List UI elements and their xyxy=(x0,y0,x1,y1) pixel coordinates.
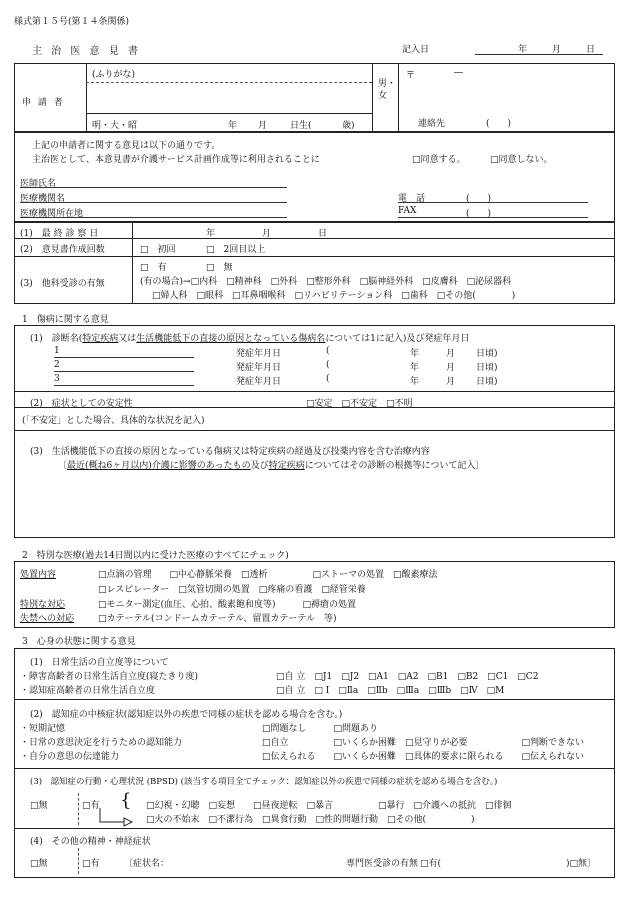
birth-day: 日生( xyxy=(290,121,312,131)
onset-label: 発症年月日 xyxy=(236,349,282,359)
section-2-title: 2 特別な医療(過去14日間以内に受けた医療のすべてにチェック) xyxy=(22,551,289,561)
course-heading-2: 〔最近(概ね6ヶ月以内)介護に影響のあったもの及び特定疾病についてはその診断の根拠等について記入〕 xyxy=(58,461,485,471)
onset-day: 日頃) xyxy=(476,363,498,373)
dementia-label: ・認知症高齢者の日常生活自立度 xyxy=(20,686,156,696)
onset-open-paren: ( xyxy=(326,374,330,384)
other-dept-list-1[interactable]: (有の場合)→□内科 □精神科 □外科 □整形外科 □脳神経外科 □皮膚科 □泌尿器科 xyxy=(140,277,512,287)
decision-options[interactable]: □自立 □いくらか困難 □見守りが必要 □判断できない xyxy=(262,738,585,748)
other-dept-label: (3) 他科受診の有無 xyxy=(20,279,105,289)
creation-second[interactable]: □ 2回目以上 xyxy=(206,245,266,255)
last-exam-year: 年 xyxy=(206,229,216,239)
disability-label: ・障害高齢者の日常生活自立度(寝たきり度) xyxy=(20,672,199,682)
course-heading-1: (3) 生活機能低下の直接の原因となっている傷病又は特定疾病の経過及び投薬内容を含む治療内容 xyxy=(30,447,430,457)
incontinence-label: 失禁への対応 xyxy=(20,614,75,624)
section-1-title: 1 傷病に関する意見 xyxy=(22,315,109,325)
bpsd-title: (3) 認知症の行動・心理状況 (BPSD) (該当する項目全てチェック：認知症以外の疾患で同様の症状を認める場合を含む。) xyxy=(30,777,498,787)
birth-month: 月 xyxy=(258,121,268,131)
consent-disagree[interactable]: □同意しない。 xyxy=(490,155,553,165)
institution-address-label: 医療機関所在地 xyxy=(20,209,84,219)
treatment-label: 処置内容 xyxy=(20,570,57,580)
form-title: 主 治 医 意 見 書 xyxy=(32,46,141,57)
fax-paren[interactable]: ( ) xyxy=(466,209,492,219)
symptom-name-label: 〔症状名： xyxy=(124,859,170,869)
specialist-label: 専門医受診の有無 xyxy=(346,859,419,869)
communication-label: ・自分の意思の伝達能力 xyxy=(20,752,120,762)
decision-label: ・日常の意思決定を行うための認知能力 xyxy=(20,738,183,748)
diagnosis-name-field[interactable] xyxy=(54,357,194,358)
other-dept-list-2[interactable]: □婦人科 □眼科 □耳鼻咽喉科 □リハビリテーション科 □歯科 □その他( ) xyxy=(152,291,516,301)
entry-date-underline[interactable] xyxy=(475,54,603,55)
specialist-yes[interactable]: □有( xyxy=(420,859,442,869)
onset-label: 発症年月日 xyxy=(236,363,282,373)
onset-day: 日頃) xyxy=(476,349,498,359)
onset-day: 日頃) xyxy=(476,377,498,387)
contact-paren[interactable]: ( ) xyxy=(486,119,512,129)
onset-month: 月 xyxy=(446,349,456,359)
birth-year: 年 xyxy=(228,121,238,131)
other-symptoms-yes[interactable]: □有 xyxy=(82,859,100,869)
incontinence-options[interactable]: □カテーテル(コンドームカテーテル、留置カテーテル 等) xyxy=(98,614,337,624)
treatment-options-2[interactable]: □レスピレーター □気管切開の処置 □疼痛の看護 □経管栄養 xyxy=(98,585,366,595)
disability-options[interactable]: □自 立 □J1 □J2 □A1 □A2 □B1 □B2 □C1 □C2 xyxy=(276,672,539,682)
section-3-title: 3 心身の状態に関する意見 xyxy=(22,637,136,647)
phone-label: 電 話 xyxy=(398,194,426,204)
short-memory-options[interactable]: □問題なし □問題あり xyxy=(262,724,379,734)
course-text-area[interactable] xyxy=(40,474,600,534)
entry-day: 日 xyxy=(586,45,596,55)
diagnosis-name-field[interactable] xyxy=(54,385,194,386)
communication-options[interactable]: □伝えられる □いくらか困難 □具体的要求に限られる □伝えられない xyxy=(262,752,585,762)
postal-dash: ― xyxy=(454,68,463,78)
onset-year: 年 xyxy=(410,349,420,359)
onset-open-paren: ( xyxy=(326,346,330,356)
doctor-name-label: 医師氏名 xyxy=(20,179,57,189)
special-label: 特別な対応 xyxy=(20,600,66,610)
onset-year: 年 xyxy=(410,377,420,387)
entry-date-label: 記入日 xyxy=(402,45,430,55)
special-options[interactable]: □モニター測定(血圧、心拍、酸素飽和度等) □褥瘡の処置 xyxy=(98,600,357,610)
creation-first[interactable]: □ 初回 xyxy=(140,245,176,255)
onset-label: 発症年月日 xyxy=(236,377,282,387)
short-memory-label: ・短期記憶 xyxy=(20,724,66,734)
fax-label: FAX xyxy=(398,206,417,216)
diagnosis-number: 3 xyxy=(54,374,60,384)
onset-year: 年 xyxy=(410,363,420,373)
form-number: 様式第１５号(第１４条関係) xyxy=(14,17,130,27)
bpsd-none[interactable]: □無 xyxy=(30,801,48,811)
age-label: 歳) xyxy=(342,121,355,131)
diagnosis-number: 2 xyxy=(54,360,60,370)
institution-label: 医療機関名 xyxy=(20,194,66,204)
era-options[interactable]: 明・大・昭 xyxy=(92,121,138,131)
bpsd-options-1[interactable]: □幻視・幻聴 □妄想 □昼夜逆転 □暴言 □暴行 □介護への抵抗 □徘徊 xyxy=(146,801,512,811)
specialist-no[interactable]: )□無〕 xyxy=(566,859,597,869)
consent-line-1: 上記の申請者に関する意見は以下の通りです。 xyxy=(32,141,221,151)
onset-open-paren: ( xyxy=(326,360,330,370)
furigana-label: (ふりがな) xyxy=(92,70,136,80)
creation-count-label: (2) 意見書作成回数 xyxy=(20,245,105,255)
last-exam-label: (1) 最 終 診 察 日 xyxy=(20,229,99,239)
independence-title: (1) 日常生活の自立度等について xyxy=(30,658,169,668)
contact-label: 連絡先 xyxy=(418,119,446,129)
stability-options[interactable]: □安定 □不安定 □不明 xyxy=(306,399,413,409)
diagnosis-number: 1 xyxy=(54,346,60,356)
consent-line-2: 主治医として、本意見書が介護サービス計画作成等に利用されることに xyxy=(32,155,320,165)
other-dept-no[interactable]: □ 無 xyxy=(206,263,233,273)
last-exam-month: 月 xyxy=(262,229,272,239)
consent-agree[interactable]: □同意する。 xyxy=(412,155,466,165)
diagnosis-name-field[interactable] xyxy=(54,371,194,372)
other-symptoms-title: (4) その他の精神・神経症状 xyxy=(30,837,151,847)
brace-icon: { xyxy=(120,790,132,811)
entry-year: 年 xyxy=(518,45,528,55)
other-dept-yes[interactable]: □ 有 xyxy=(140,263,167,273)
bpsd-yes[interactable]: □有 xyxy=(82,801,100,811)
entry-month: 月 xyxy=(552,45,562,55)
sex-options[interactable]: 男・女 xyxy=(378,79,397,101)
onset-month: 月 xyxy=(446,377,456,387)
arrow-icon xyxy=(98,808,138,828)
phone-paren[interactable]: ( ) xyxy=(466,194,492,204)
dementia-options[interactable]: □自 立 □ Ⅰ □Ⅱa □Ⅱb □Ⅲa □Ⅲb □Ⅳ □M xyxy=(276,686,505,696)
onset-month: 月 xyxy=(446,363,456,373)
treatment-options-1[interactable]: □点滴の管理 □中心静脈栄養 □透析 □ストーマの処置 □酸素療法 xyxy=(98,570,438,580)
stability-label: (2) 症状としての安定性 xyxy=(30,399,133,409)
bpsd-options-2[interactable]: □火の不始末 □不潔行為 □異食行動 □性的問題行動 □その他( ) xyxy=(146,815,475,825)
applicant-label: 申 請 者 xyxy=(22,98,65,108)
core-symptoms-title: (2) 認知症の中核症状(認知症以外の疾患で同様の症状を認める場合を含む。) xyxy=(30,710,343,720)
postal-mark: 〒 xyxy=(406,71,416,81)
diagnosis-heading: (1) 診断名(特定疾病又は生活機能低下の直接の原因となっている傷病名については1に記入)及び発症年月日 xyxy=(30,334,470,344)
stability-note: (「不安定」とした場合、具体的な状況を記入) xyxy=(22,416,205,426)
last-exam-day: 日 xyxy=(318,229,328,239)
other-symptoms-none[interactable]: □無 xyxy=(30,859,48,869)
